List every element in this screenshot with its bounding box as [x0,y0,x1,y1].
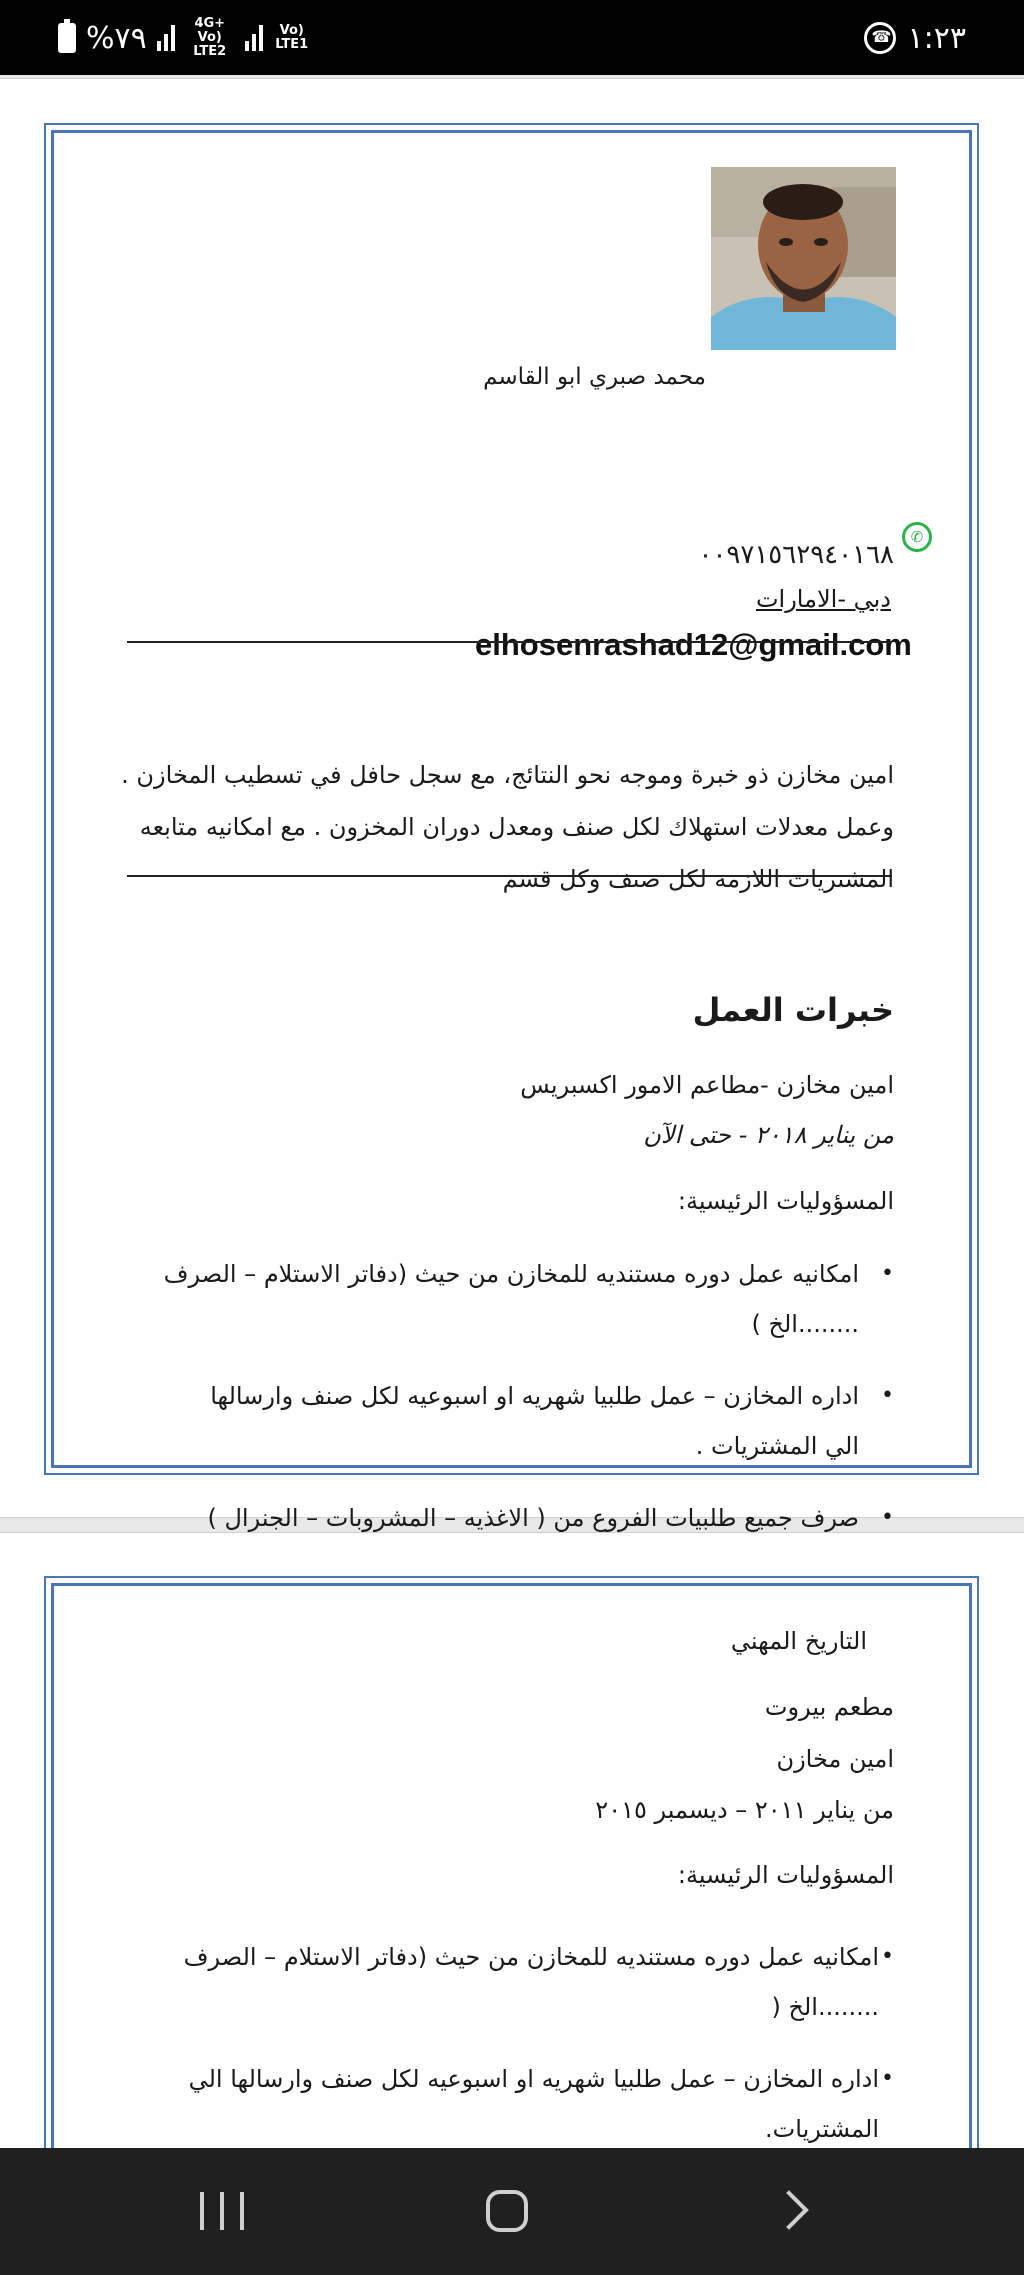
list-item: • اداره المخازن – عمل طلبيا شهريه او اسبوعيه لكل صنف وارسالها الي المشتريات. [154,2054,894,2154]
signal-icon [245,25,263,51]
divider [127,641,892,643]
battery-level: %٧٩ [86,20,147,56]
candidate-name: محمد صبري ابو القاسم [483,364,706,390]
profile-summary: امين مخازن ذو خبرة وموجه نحو النتائج، مع سجل حافل في تسطيب المخازن . وعمل معدلات استهلاك لكل صنف ومعدل دوران المخزون . مع امكانيه متابعه المشتريات اللازمه لكل صنف وكل قسم [121,761,894,893]
navigation-bar [0,2148,1024,2275]
responsibilities-title: المسؤوليات الرئيسية: [677,1861,894,1889]
section-heading-career: التاريخ المهني [730,1627,867,1655]
status-left [58,18,311,58]
whatsapp-icon: ✆ [902,522,932,552]
phone-number: ٠٠٩٧١٥٦٢٩٤٠١٦٨ [698,540,894,570]
home-button[interactable] [486,2190,528,2232]
job-title: امين مخازن -مطاعم الامور اكسبريس [520,1071,894,1099]
back-button[interactable] [769,2190,809,2230]
clock: ١:٢٣ [907,20,966,56]
location: دبي -الامارات [755,585,891,613]
section-heading-experience: خبرات العمل [692,991,894,1029]
responsibilities-list [94,1249,894,1565]
job-title: امين مخازن [776,1745,894,1773]
list-item: • امكانيه عمل دوره مستنديه للمخازن من حيث (دفاتر الاستلام – الصرف ........الخ ) [94,1249,894,1349]
job-dates: من يناير ٢٠١١ – ديسمبر ٢٠١٥ [595,1796,894,1824]
network-indicator-2: 4G+ Vo) LTE2 [193,16,227,59]
email-address[interactable]: elhosenrashad12@gmail.com [475,627,912,662]
recent-apps-button[interactable] [200,2192,244,2230]
signal-icon [157,25,175,51]
list-item: • امكانيه عمل دوره مستنديه للمخازن من حيث (دفاتر الاستلام – الصرف ........الخ ( [154,1932,894,2032]
job-dates: من يناير ٢٠١٨ - حتى الآن [643,1121,894,1149]
status-right [864,18,966,58]
responsibilities-title: المسؤوليات الرئيسية: [677,1187,894,1215]
battery-icon [58,23,76,53]
document-page-1 [0,78,1024,1532]
whatsapp-icon [864,22,896,54]
profile-photo [711,167,896,350]
network-indicator-1: Vo) LTE1 [275,23,309,52]
status-bar [0,0,1024,75]
responsibilities-list [94,1932,894,2176]
list-item: • صرف جميع طلبيات الفروع من ( الاغذيه – المشروبات – الجنرال ) [94,1493,894,1543]
employer-name: مطعم بيروت [764,1693,894,1721]
list-item: • اداره المخازن – عمل طلبيا شهريه او اسبوعيه لكل صنف وارسالها الي المشتريات . [189,1371,894,1471]
divider [127,875,892,877]
